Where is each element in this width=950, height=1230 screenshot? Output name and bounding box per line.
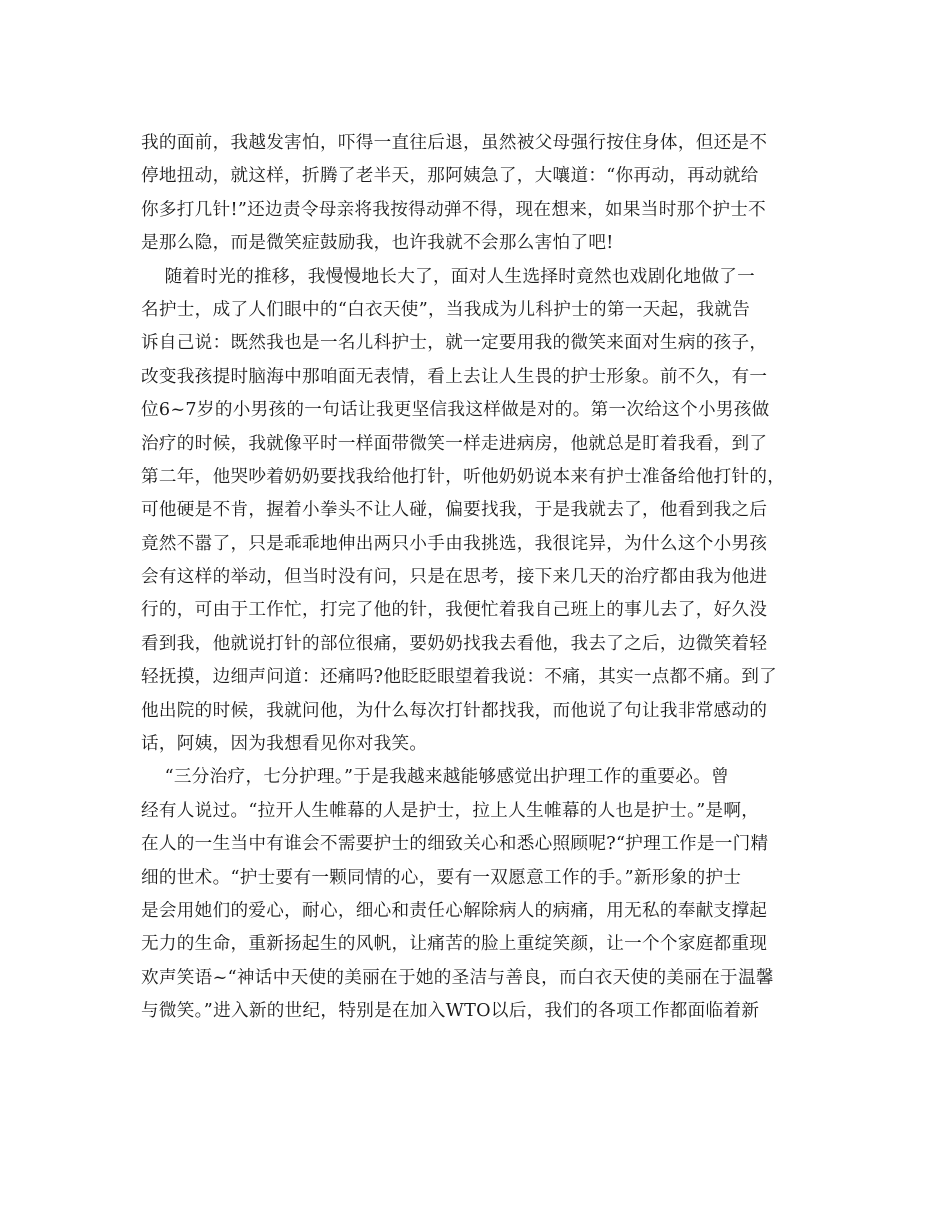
text-line: 轻抚摸，边细声问道：还痛吗?他眨眨眼望着我说：不痛，其实一点都不痛。到了: [141, 667, 778, 688]
text-line: 是那么隐，而是微笑症鼓励我，也许我就不会那么害怕了吧!: [141, 233, 614, 254]
text-line: 在人的一生当中有谁会不需要护士的细致关心和悉心照顾呢?“护理工作是一门精: [141, 834, 769, 855]
text-line: 改变我孩提时脑海中那咱面无表情，看上去让人生畏的护士形象。前不久，有一: [141, 366, 768, 387]
text-line: “三分治疗，七分护理。”于是我越来越能够感觉出护理工作的重要必。曾: [141, 767, 730, 788]
text-line: 随着时光的推移，我慢慢地长大了，面对人生选择时竟然也戏剧化地做了一: [141, 266, 756, 287]
text-line: 诉自己说：既然我也是一名儿科护士，就一定要用我的微笑来面对生病的孩子，: [141, 333, 768, 354]
text-line: 经有人说过。“拉开人生帷幕的人是护士，拉上人生帷幕的人也是护士。”是啊，: [141, 800, 760, 821]
text-line: 无力的生命，重新扬起生的风帆，让痛苦的脸上重绽笑颜，让一个个家庭都重现: [141, 934, 768, 955]
text-line: 名护士，成了人们眼中的“白衣天使”，当我成为儿科护士的第一天起，我就告: [141, 299, 751, 320]
text-line: 位6~7岁的小男孩的一句话让我更坚信我这样做是对的。第一次给这个小男孩做: [141, 400, 770, 421]
text-line: 会有这样的举动，但当时没有问，只是在思考，接下来几天的治疗都由我为他进: [141, 567, 768, 588]
text-line: 是会用她们的爱心，耐心，细心和责任心解除病人的病痛，用无私的奉献支撑起: [141, 900, 768, 921]
body-text: [141, 127, 809, 1029]
text-line: 行的，可由于工作忙，打完了他的针，我便忙着我自己班上的事儿去了，好久没: [141, 600, 768, 621]
text-line: 竟然不嚣了，只是乖乖地伸出两只小手由我挑选，我很诧异，为什么这个小男孩: [141, 533, 768, 554]
text-line: 话，阿姨，因为我想看见你对我笑。: [141, 734, 428, 755]
text-line: 他出院的时候，我就问他，为什么每次打针都找我，而他说了句让我非常感动的: [141, 700, 768, 721]
text-line: 治疗的时候，我就像平时一样面带微笑一样走进病房，他就总是盯着我看，到了: [141, 433, 768, 454]
text-line: 可他硬是不肯，握着小拳头不让人碰，偏要找我，于是我就去了，他看到我之后: [141, 500, 768, 521]
text-line: 欢声笑语~“神话中天使的美丽在于她的圣洁与善良，而白衣天使的美丽在于温馨: [141, 967, 774, 988]
text-line: 与微笑。”进入新的世纪，特别是在加入WTO以后，我们的各项工作都面临着新: [141, 1001, 760, 1022]
text-line: 细的世术。“护士要有一颗同情的心，要有一双愿意工作的手。”新形象的护士: [141, 867, 742, 888]
text-line: 停地扭动，就这样，折腾了老半天，那阿姨急了，大嚷道：“你再动，再动就给: [141, 166, 759, 187]
text-line: 我的面前，我越发害怕，吓得一直往后退，虽然被父母强行按住身体，但还是不: [141, 133, 768, 153]
text-line: 第二年，他哭吵着奶奶要找我给他打针，听他奶奶说本来有护士准备给他打针的，: [141, 466, 786, 487]
text-line: 你多打几针!”还边责令母亲将我按得动弹不得，现在想来，如果当时那个护士不: [141, 199, 767, 220]
text-line: 看到我，他就说打针的部位很痛，要奶奶找我去看他，我去了之后，边微笑着轻: [141, 633, 768, 654]
